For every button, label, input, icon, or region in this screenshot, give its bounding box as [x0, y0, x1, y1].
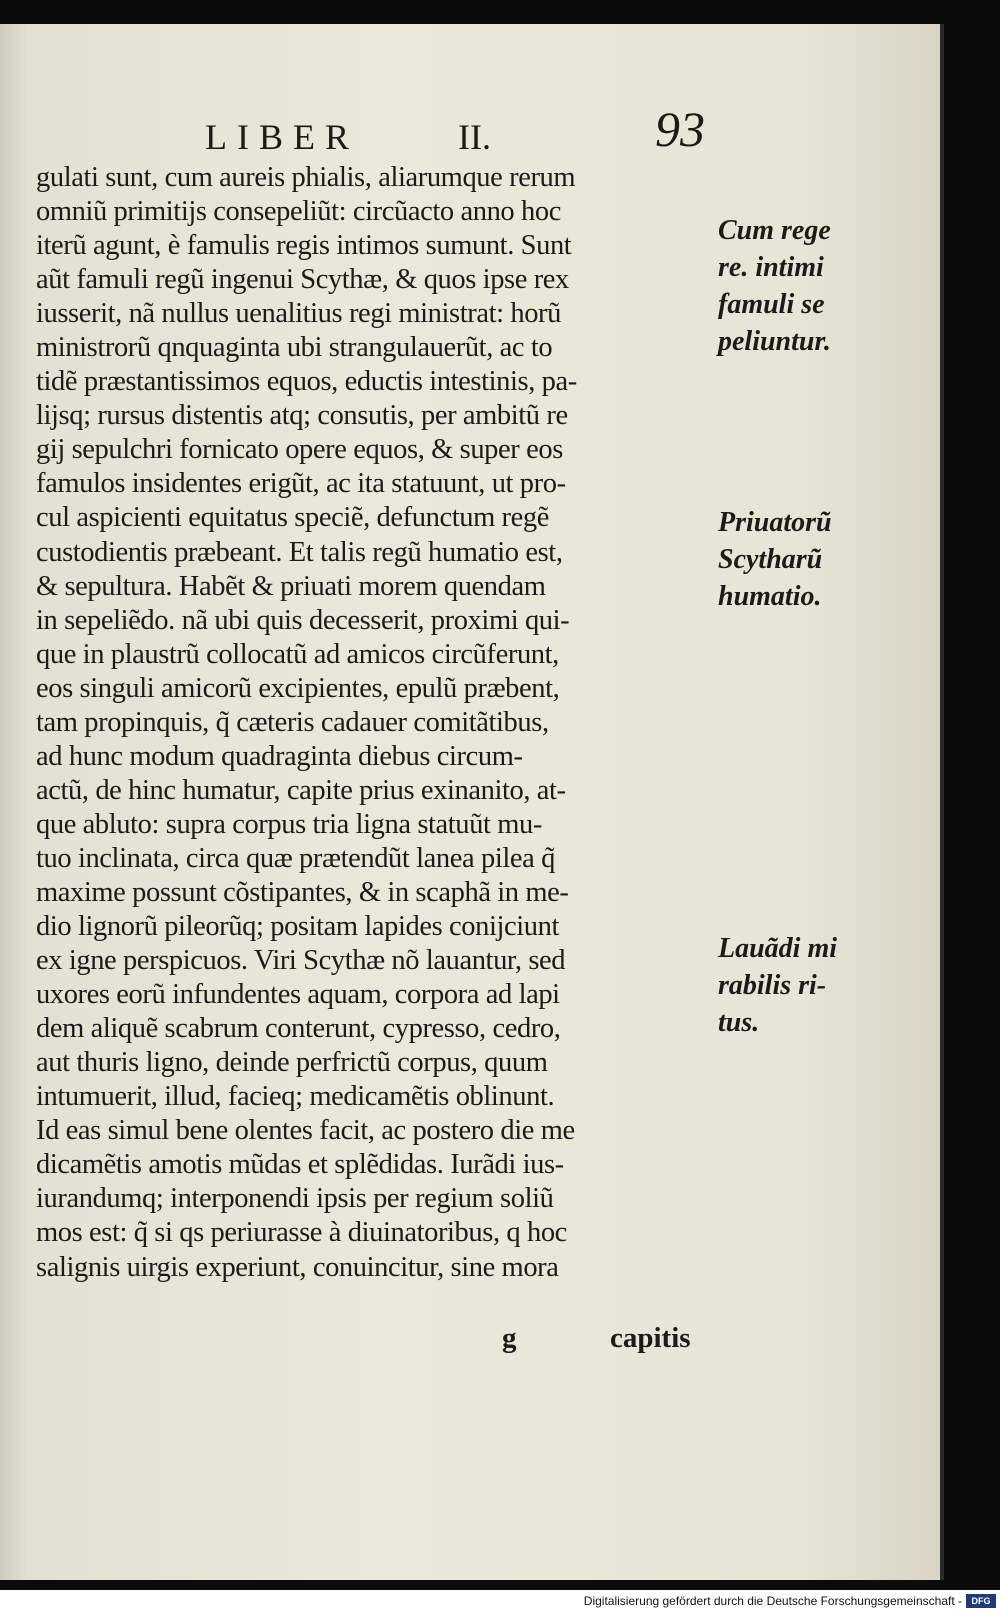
text-line: actũ, de hinc humatur, capite prius exinanito, at- — [36, 774, 566, 806]
marginal-note-line: rabilis ri- — [718, 970, 827, 1001]
text-line: gulati sunt, cum aureis phialis, aliarumque rerum — [36, 162, 576, 193]
marginal-note-line: humatio. — [718, 581, 822, 612]
signature-mark: g — [502, 1322, 517, 1354]
text-line: eos singuli amicorũ excipientes, epulũ præbent, — [36, 672, 560, 704]
text-line: cul aspicienti equitatus speciẽ, defunctum regẽ — [36, 502, 550, 534]
marginal-note-line: re. intimi — [718, 252, 824, 283]
marginal-note-1 — [718, 212, 868, 360]
marginal-note-line: Priuatorũ — [718, 507, 832, 538]
text-line: Id eas simul bene olentes facit, ac postero die me — [36, 1115, 575, 1147]
folio-number: 93 — [655, 101, 705, 157]
text-line: ministrorũ qnquaginta ubi strangulauerũt, ac to — [36, 332, 553, 364]
text-line: iterũ agunt, è famulis regis intimos sumunt. Sunt — [36, 230, 572, 262]
text-line: aũt famuli regũ ingenui Scythæ, & quos ipse rex — [36, 264, 569, 296]
text-line: tam propinquis, q̃ cæteris cadauer comitãtibus, — [36, 706, 549, 738]
text-line: gij sepulchri fornicato opere equos, & super eos — [36, 434, 563, 466]
running-head-book-number: II. — [458, 117, 491, 157]
running-head-title: LIBER — [205, 117, 359, 157]
running-head — [0, 94, 760, 157]
funding-credit: Digitalisierung gefördert durch die Deutsche Forschungsgemeinschaft - — [583, 1594, 962, 1608]
text-line: que abluto: supra corpus tria ligna statuũt mu- — [36, 808, 542, 840]
text-line: ex igne perspicuos. Viri Scythæ nõ lauantur, sed — [36, 945, 566, 977]
text-line: dem aliquẽ scabrum conterunt, cypresso, cedro, — [36, 1013, 561, 1045]
text-line: omniũ primitijs consepeliũt: circũacto anno hoc — [36, 196, 561, 228]
marginal-note-2 — [718, 504, 868, 615]
text-line: iusserit, nã nullus uenalitius regi ministrat: horũ — [36, 298, 561, 330]
marginal-note-line: Cum rege — [718, 215, 831, 246]
text-line: salignis uirgis experiunt, conuincitur, sine mora — [36, 1251, 559, 1283]
text-line: & sepultura. Habẽt & priuati morem quendam — [36, 570, 546, 602]
text-line: aut thuris ligno, deinde perfrictũ corpus, quum — [36, 1047, 548, 1079]
text-line: tidẽ præstantissimos equos, eductis intestinis, pa- — [36, 366, 577, 398]
digitization-footer — [0, 1590, 1000, 1614]
text-line: que in plaustrũ collocatũ ad amicos circũferunt, — [36, 638, 559, 670]
text-line: intumuerit, illud, facieq; medicamẽtis oblinunt. — [36, 1081, 555, 1113]
text-line: iurandumq; interponendi ipsis per regium soliũ — [36, 1183, 554, 1215]
text-line: tuo inclinata, circa quæ prætendũt lanea pilea q̃ — [36, 842, 555, 874]
book-page — [0, 24, 944, 1580]
marginal-note-line: peliuntur. — [718, 326, 831, 357]
marginal-note-line: famuli se — [718, 289, 825, 320]
dfg-logo: DFG — [966, 1594, 996, 1608]
marginal-note-3 — [718, 930, 868, 1041]
text-line: dio lignorũ pileorũq; positam lapides conijciunt — [36, 911, 560, 943]
catchword: capitis — [610, 1322, 691, 1354]
text-line: in sepeliẽdo. nã ubi quis decesserit, proximi qui- — [36, 604, 570, 636]
text-line: maxime possunt cõstipantes, & in scaphã in me- — [36, 876, 569, 908]
text-line: dicamẽtis amotis mũdas et splẽdidas. Iurãdi ius- — [36, 1149, 564, 1181]
marginal-note-line: Scytharũ — [718, 544, 823, 575]
text-line: uxores eorũ infundentes aquam, corpora ad lapi — [36, 979, 560, 1011]
marginal-note-line: tus. — [718, 1007, 760, 1038]
text-line: lijsq; rursus distentis atq; consutis, per ambitũ re — [36, 400, 568, 432]
main-text-block — [36, 161, 716, 1285]
text-line: custodientis præbeant. Et talis regũ humatio est, — [36, 536, 563, 568]
marginal-note-line: Lauãdi mi — [718, 933, 838, 964]
text-line: famulos insidentes erigũt, ac ita statuunt, ut pro- — [36, 468, 566, 500]
text-line: ad hunc modum quadraginta diebus circum- — [36, 740, 523, 772]
text-line: mos est: q̃ si qs periurasse à diuinatoribus, q hoc — [36, 1217, 567, 1249]
